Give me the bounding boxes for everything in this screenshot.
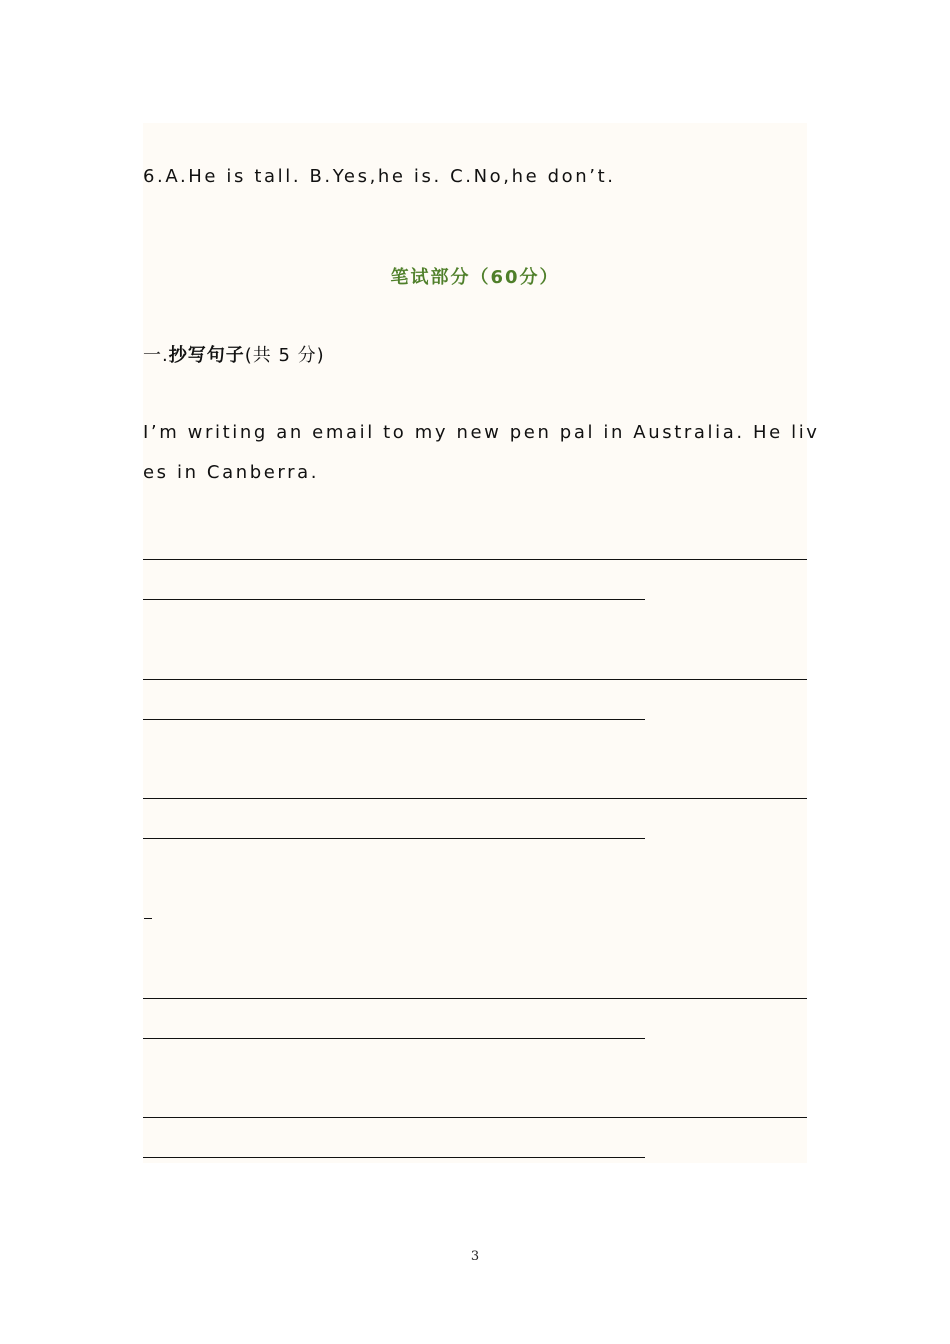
answer-line-1b xyxy=(143,599,645,600)
answer-line-5b xyxy=(143,1157,645,1158)
answer-line-4a xyxy=(143,998,807,999)
section-1-title xyxy=(143,341,325,367)
copy-sentence-line-1: I’m writing an email to my new pen pal in Australia. He liv xyxy=(143,422,820,443)
section-1-score: (共 5 分) xyxy=(244,345,325,366)
answer-line-1a xyxy=(143,559,807,560)
answer-line-5a xyxy=(143,1117,807,1118)
copy-sentence-line-2: es in Canberra. xyxy=(143,462,320,483)
answer-line-2b xyxy=(143,719,645,720)
listening-question-6: 6.A.He is tall. B.Yes,he is. C.No,he don’t. xyxy=(143,166,616,187)
page-number: 3 xyxy=(470,1249,480,1264)
answer-line-4b xyxy=(143,1038,645,1039)
section-1-number: 一. xyxy=(143,345,169,366)
answer-line-3b xyxy=(143,838,645,839)
section-1-name: 抄写句子 xyxy=(168,345,245,366)
answer-line-2a xyxy=(143,679,807,680)
answer-line-3a xyxy=(143,798,807,799)
stray-dash xyxy=(144,918,152,919)
written-section-heading: 笔试部分（60分） xyxy=(390,267,560,288)
